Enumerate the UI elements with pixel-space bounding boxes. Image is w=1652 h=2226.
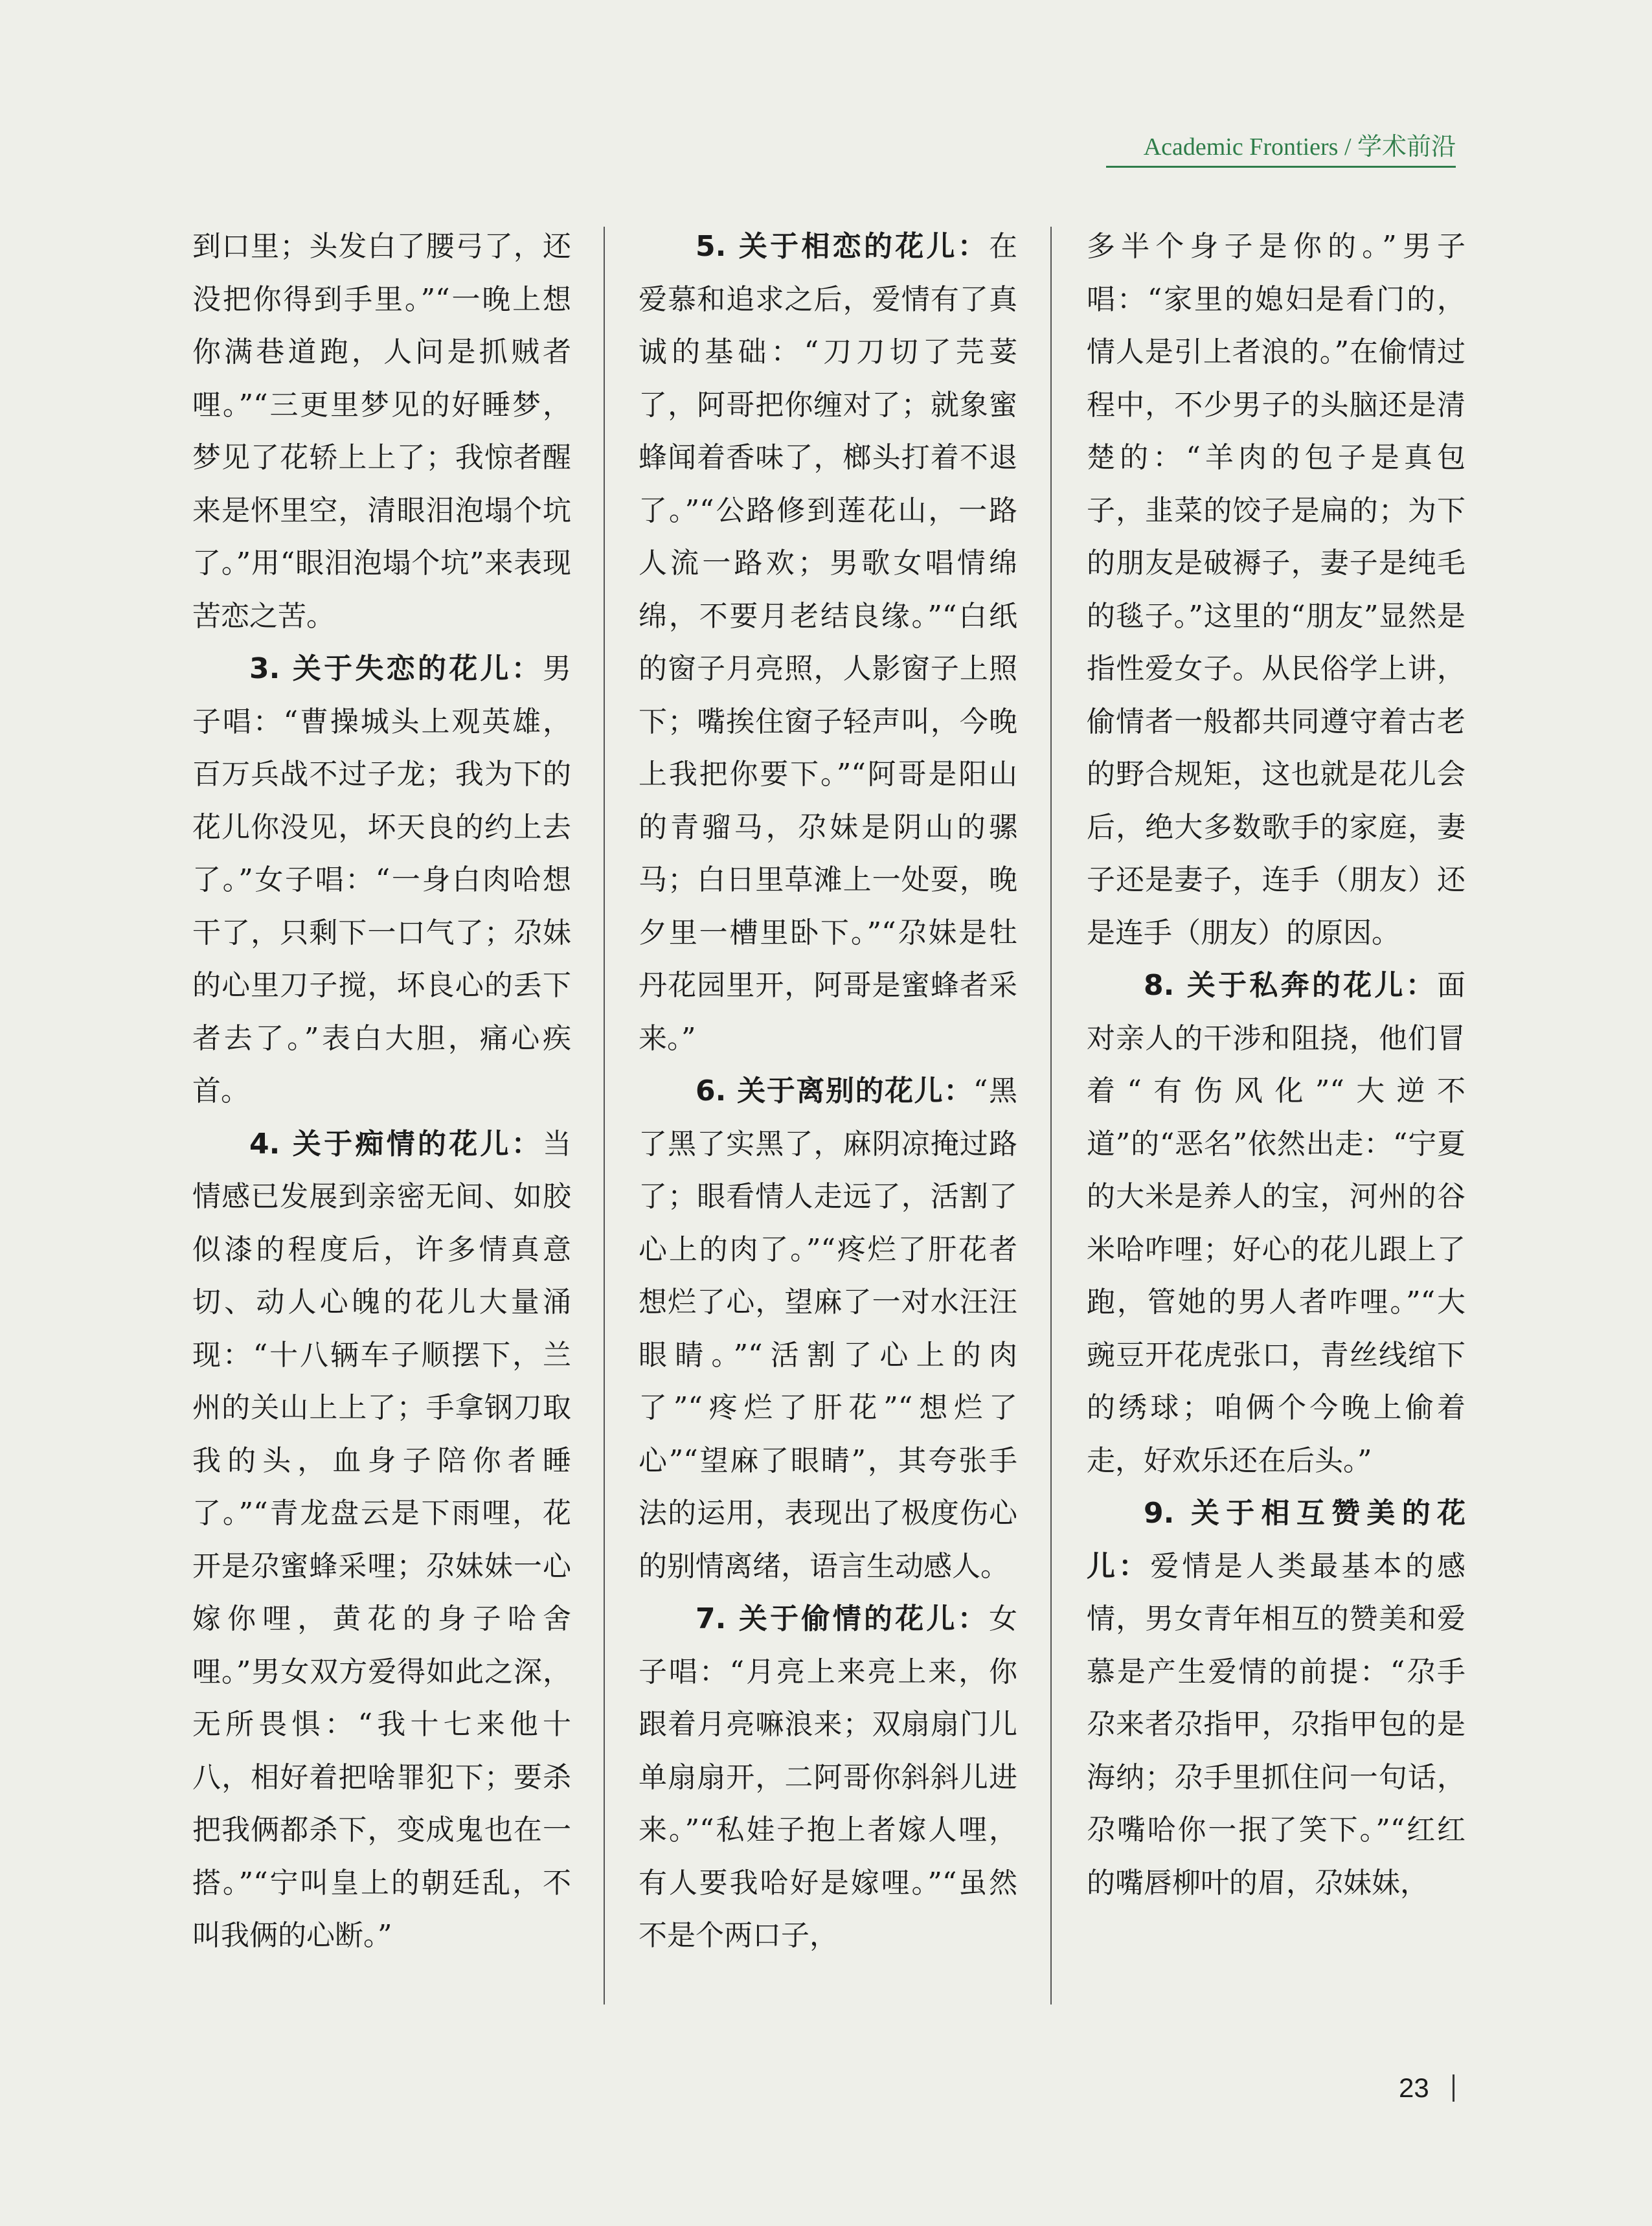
paragraph: 3. 关于失恋的花儿：男子唱：“曹操城头上观英雄，百万兵战不过子龙；我为下的花儿你没见，坏天良的约上去了。”女子唱：“一身白肉哈想干了，只剩下一口气了；尕妹的心里刀子搅，坏良心的丢下者去了。”表白大胆，痛心疾首。 bbox=[192, 652, 571, 1107]
paragraph: 8. 关于私奔的花儿：面对亲人的干涉和阻挠，他们冒着“有伤风化”“大逆不道”的“恶名”依然出走：“宁夏的大米是养人的宝，河州的谷米哈咋哩；好心的花儿跟上了跑，管她的男人者咋哩。”“大豌豆开花虎张口，青丝线绾下的绣球；咱俩个今晚上偷着走，好欢乐还在后头。” bbox=[1087, 969, 1465, 1477]
section-heading: 5. 关于相恋的花儿： bbox=[696, 230, 989, 263]
text-column-1 bbox=[192, 220, 571, 1962]
running-header: Academic Frontiers / 学术前沿 bbox=[1143, 133, 1456, 161]
section-heading: 3. 关于失恋的花儿： bbox=[249, 652, 543, 685]
paragraph: 到口里；头发白了腰弓了，还没把你得到手里。”“一晚上想你满巷道跑，人问是抓贼者哩。”“三更里梦见的好睡梦，梦见了花轿上上了；我惊者醒来是怀里空，清眼泪泡塌个坑了。”用“眼泪泡塌个坑”来表现苦恋之苦。 bbox=[192, 230, 571, 633]
section-heading: 7. 关于偷情的花儿： bbox=[696, 1602, 989, 1635]
section-heading: 4. 关于痴情的花儿： bbox=[249, 1127, 543, 1161]
page-number-bar bbox=[1453, 2074, 1454, 2102]
paragraph: 5. 关于相恋的花儿：在爱慕和追求之后，爱情有了真诚的基础：“刀刀切了芫荽了，阿哥把你缠对了；就象蜜蜂闻着香味了，榔头打着不退了。”“公路修到莲花山，一路人流一路欢；男歌女唱情绵绵，不要月老结良缘。”“白纸的窗子月亮照，人影窗子上照下；嘴挨住窗子轻声叫，今晚上我把你要下。”“阿哥是阳山的青骝马，尕妹是阴山的骡马；白日里草滩上一处耍，晚夕里一槽里卧下。”“尕妹是牡丹花园里开，阿哥是蜜蜂者采来。” bbox=[639, 230, 1017, 1055]
section-heading: 8. 关于私奔的花儿： bbox=[1144, 969, 1437, 1002]
paragraph: 7. 关于偷情的花儿：女子唱：“月亮上来亮上来，你跟着月亮嘛浪来；双扇扇门儿单扇扇开，二阿哥你斜斜儿进来。”“私娃子抱上者嫁人哩，有人要我哈好是嫁哩。”“虽然不是个两口子， bbox=[639, 1602, 1017, 1952]
paragraph: 多半个身子是你的。”男子唱：“家里的媳妇是看门的，情人是引上者浪的。”在偷情过程中，不少男子的头脑还是清楚的：“羊肉的包子是真包子，韭菜的饺子是扁的；为下的朋友是破褥子，妻子是纯毛的毯子。”这里的“朋友”显然是指性爱女子。从民俗学上讲，偷情者一般都共同遵守着古老的野合规矩，这也就是花儿会后，绝大多数歌手的家庭，妻子还是妻子，连手（朋友）还是连手（朋友）的原因。 bbox=[1087, 230, 1465, 949]
paragraph: 6. 关于离别的花儿：“黑了黑了实黑了，麻阴凉掩过路了；眼看情人走远了，活割了心上的肉了。”“疼烂了肝花者想烂了心，望麻了一对水汪汪眼睛。”“活割了心上的肉了”“疼烂了肝花”“想烂了心”“望麻了眼睛”，其夸张手法的运用，表现出了极度伤心的别情离绪，语言生动感人。 bbox=[639, 1074, 1018, 1583]
text-column-3 bbox=[1087, 220, 1465, 1909]
paragraph: 9. 关于相互赞美的花儿：爱情是人类最基本的感情，男女青年相互的赞美和爱慕是产生爱情的前提：“尕手尕来者尕指甲，尕指甲包的是海纳；尕手里抓住问一句话，尕嘴哈你一抿了笑下。”“红红的嘴唇柳叶的眉，尕妹妹， bbox=[1087, 1497, 1466, 1900]
section-heading: 9. 关于相互赞美的花儿： bbox=[1087, 1497, 1465, 1583]
section-heading: 6. 关于离别的花儿： bbox=[696, 1074, 973, 1107]
paragraph: 4. 关于痴情的花儿：当情感已发展到亲密无间、如胶似漆的程度后，许多情真意切、动人心魄的花儿大量涌现：“十八辆车子顺摆下，兰州的关山上上了；手拿钢刀取我的头，血身子陪你者睡了。”“青龙盘云是下雨哩，花开是尕蜜蜂采哩；尕妹妹一心嫁你哩，黄花的身子哈舍哩。”男女双方爱得如此之深，无所畏惧：“我十七来他十八，相好着把啥罪犯下；要杀把我俩都杀下，变成鬼也在一搭。”“宁叫皇上的朝廷乱，不叫我俩的心断。” bbox=[192, 1127, 571, 1952]
page-number: 23 bbox=[1399, 2073, 1429, 2103]
column-divider bbox=[604, 227, 605, 2005]
column-divider bbox=[1050, 227, 1052, 2005]
header-rule bbox=[1106, 166, 1456, 168]
text-column-2 bbox=[639, 220, 1017, 1962]
